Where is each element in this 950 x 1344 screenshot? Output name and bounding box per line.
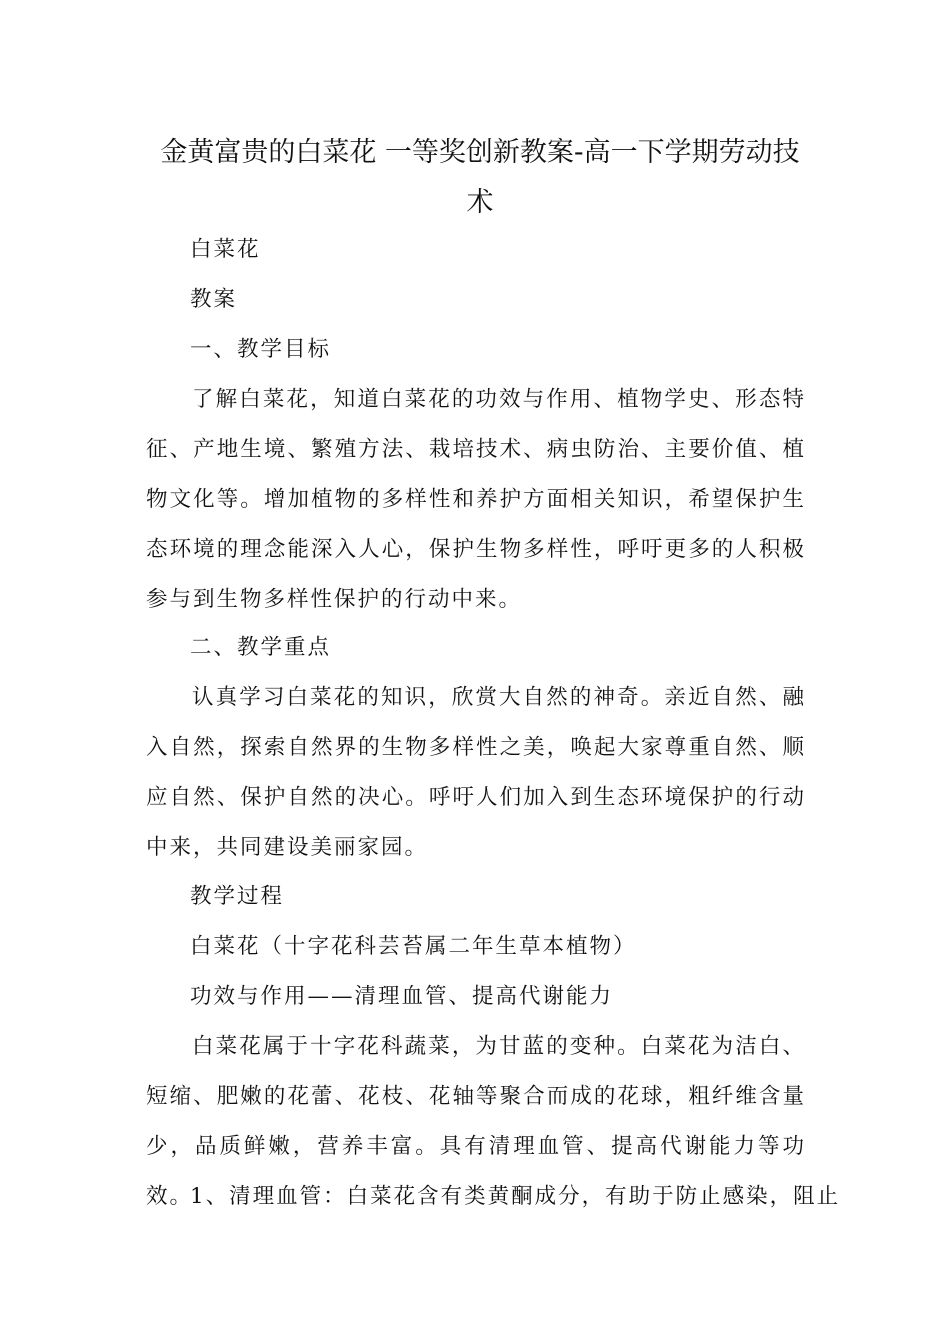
- section1-paragraph: 了解白菜花，知道白菜花的功效与作用、植物学史、形态特征、产地生境、繁殖方法、栽培技术、病虫防治、主要价值、植物文化等。增加植物的多样性和养护方面相关知识，希望保护生态环境的理念能深入人心，保护生物多样性，呼吁更多的人积极参与到生物多样性保护的行动中来。: [146, 387, 806, 612]
- subject-line: 白菜花: [190, 237, 261, 262]
- section2-heading: 二、教学重点: [190, 635, 332, 660]
- plant-heading: 白菜花（十字花科芸苔属二年生草本植物）: [190, 934, 637, 959]
- section1-heading: 一、教学目标: [190, 337, 332, 362]
- effect-paragraph: 白菜花属于十字花科蔬菜，为甘蓝的变种。白菜花为洁白、短缩、肥嫩的花蕾、花枝、花轴等聚合而成的花球，粗纤维含量少，品质鲜嫩，营养丰富。具有清理血管、提高代谢能力等功效。: [146, 1034, 806, 1209]
- doc-type-line: 教案: [190, 287, 238, 312]
- document-title: 金黄富贵的白菜花 一等奖创新教案-高一下学期劳动技术: [160, 137, 800, 218]
- process-heading: 教学过程: [190, 884, 285, 909]
- item1-line: 1、清理血管：白菜花含有类黄酮成分，有助于防止感染，阻止: [190, 1184, 841, 1209]
- section2-paragraph: 认真学习白菜花的知识，欣赏大自然的神奇。亲近自然、融入自然，探索自然界的生物多样性之美，唤起大家尊重自然、顺应自然、保护自然的决心。呼吁人们加入到生态环境保护的行动中来，共同建设美丽家园。: [146, 685, 806, 860]
- effect-heading: 功效与作用——清理血管、提高代谢能力: [190, 984, 614, 1009]
